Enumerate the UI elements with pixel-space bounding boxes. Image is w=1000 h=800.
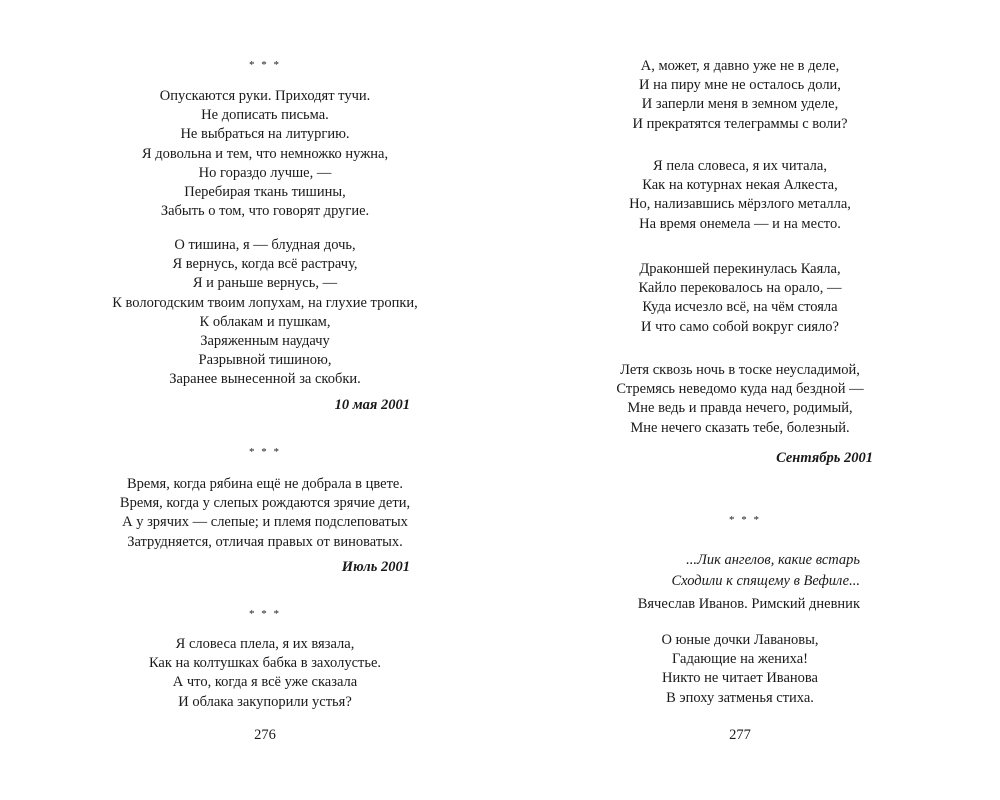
verse-line: Я довольна и тем, что немножко нужна,: [141, 145, 389, 162]
page-number: 276: [254, 727, 276, 743]
verse-line: А у зрячих — слепые; и племя подслеповатых: [122, 514, 408, 531]
section-separator: * * *: [729, 514, 761, 526]
poem-stanza: [540, 361, 940, 438]
verse-line: Опускаются руки. Приходят тучи.: [159, 88, 371, 104]
page-number: 277: [729, 727, 751, 743]
verse-line: Время, когда у слепых рождаются зрячие дети,: [119, 495, 411, 512]
verse-line: Но гораздо лучше, —: [198, 164, 332, 181]
verse-line: Мне ведь и правда нечего, родимый,: [627, 400, 853, 417]
verse-line: Гадающие на жениха!: [671, 651, 808, 668]
verse-line: Драконшей перекинулась Каяла,: [639, 261, 841, 277]
section-separator: * * *: [249, 59, 281, 71]
verse-line: Разрывной тишиною,: [198, 352, 332, 369]
verse-line: Забыть о том, что говорят другие.: [160, 203, 370, 220]
verse-line: И прекратятся телеграммы с воли?: [632, 115, 848, 132]
poem-stanza: [540, 631, 940, 708]
verse-line: Как на котурнах некая Алкеста,: [642, 177, 838, 194]
poem-date: 10 мая 2001: [334, 397, 410, 413]
verse-line: ...Лик ангелов, какие встарь: [686, 552, 860, 568]
verse-line: А, может, я давно уже не в деле,: [640, 58, 840, 74]
verse-line: Мне нечего сказать тебе, болезный.: [630, 419, 850, 436]
verse-line: А что, когда я всё уже сказала: [172, 674, 358, 691]
section-separator: * * *: [249, 446, 281, 458]
epigraph: [560, 550, 860, 591]
verse-line: Сходили к спящему в Вефиле...: [671, 572, 860, 589]
verse-line: Я и раньше вернусь, —: [192, 275, 338, 292]
verse-line: К вологодским твоим лопухам, на глухие тропки,: [112, 294, 418, 311]
verse-line: В эпоху затменья стиха.: [666, 689, 814, 706]
verse-line: Перебирая ткань тишины,: [184, 184, 346, 201]
verse-line: К облакам и пушкам,: [199, 313, 331, 330]
verse-line: Заранее вынесенной за скобки.: [169, 371, 361, 388]
verse-line: Никто не читает Иванова: [662, 670, 818, 687]
verse-line: И на пиру мне не осталось доли,: [639, 77, 841, 94]
verse-line: Не дописать письма.: [201, 107, 329, 124]
poem-stanza: [540, 260, 940, 337]
poem-stanza: [540, 57, 940, 134]
verse-line: Летя сквозь ночь в тоске неусладимой,: [620, 362, 860, 378]
verse-line: И облака закупорили устья?: [178, 693, 352, 710]
poem-date: Июль 2001: [341, 559, 410, 575]
verse-line: Я словеса плела, я их вязала,: [175, 636, 355, 652]
poem-stanza: [45, 475, 485, 552]
verse-line: Не выбраться на литургию.: [180, 126, 350, 143]
verse-line: Как на колтушках бабка в захолустье.: [148, 655, 382, 672]
verse-line: О юные дочки Лавановы,: [661, 632, 819, 648]
poem-stanza: [65, 87, 465, 221]
verse-line: Куда исчезло всё, на чём стояла: [642, 299, 838, 316]
verse-line: Но, нализавшись мёрзлого металла,: [629, 196, 851, 213]
verse-line: Время, когда рябина ещё не добрала в цвете.: [127, 476, 403, 492]
verse-line: О тишина, я — блудная дочь,: [174, 237, 356, 253]
verse-line: Заряженным наудачу: [200, 333, 330, 350]
poem-stanza: [65, 236, 465, 390]
section-separator: * * *: [249, 608, 281, 620]
poem-date: Сентябрь 2001: [776, 450, 873, 466]
verse-line: Кайло перековалось на орало, —: [638, 280, 842, 297]
verse-line: Я вернусь, когда всё растрачу,: [172, 256, 358, 273]
verse-line: И что само собой вокруг сияло?: [641, 318, 839, 335]
verse-line: Стремясь неведомо куда над бездной —: [616, 381, 864, 398]
poem-stanza: [540, 157, 940, 234]
verse-line: На время онемела — и на место.: [639, 215, 841, 232]
verse-line: Затрудняется, отличая правых от виноватых.: [127, 533, 403, 550]
epigraph-source: Вячеслав Иванов. Римский дневник: [637, 596, 860, 612]
poem-stanza: [65, 635, 465, 712]
verse-line: И заперли меня в земном уделе,: [641, 96, 839, 113]
verse-line: Я пела словеса, я их читала,: [653, 158, 827, 174]
